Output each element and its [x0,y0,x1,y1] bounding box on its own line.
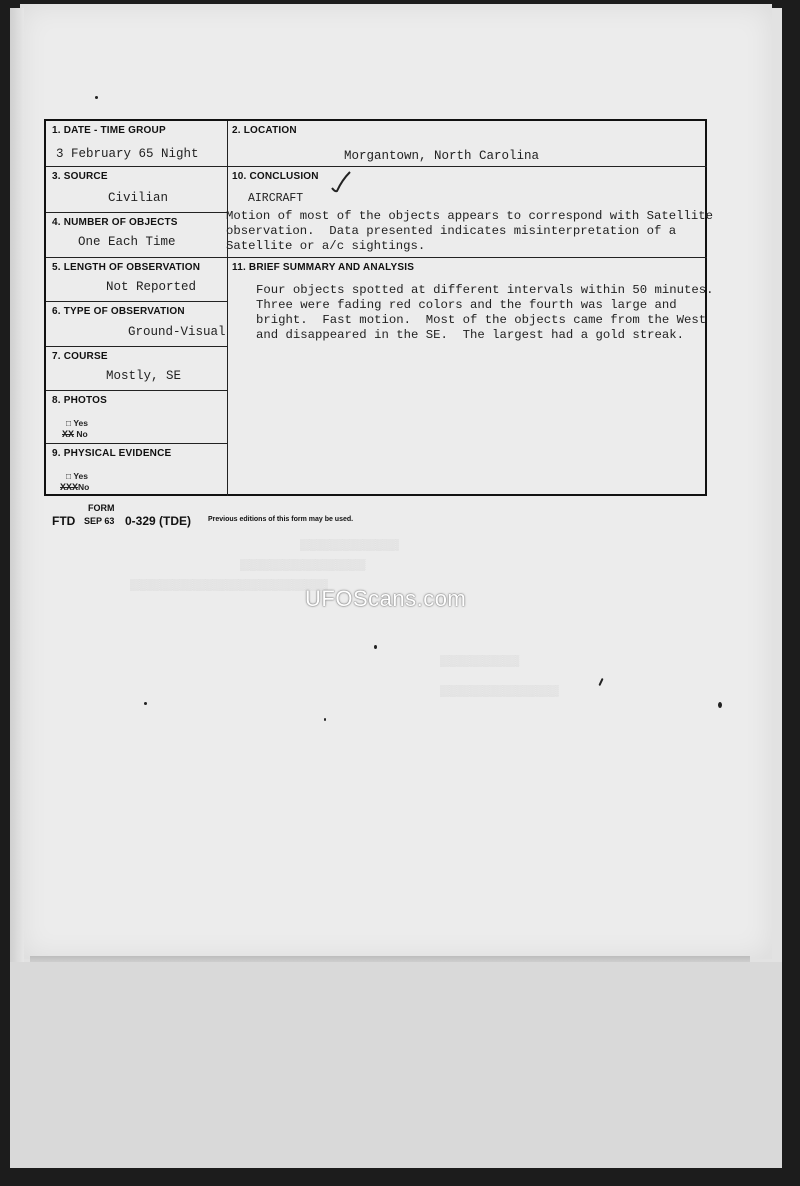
lower-scan-strip [10,962,782,1168]
conclusion-text-line: Motion of most of the objects appears to correspond with Satellite [226,209,714,223]
date-time-group-label: 1. DATE - TIME GROUP [52,125,166,136]
course-label: 7. COURSE [52,351,108,362]
paper-left-edge [10,8,24,963]
bleed-through-text: ▒▒▒▒▒▒▒▒▒▒▒▒▒▒▒▒▒▒▒▒▒▒▒▒▒▒▒▒▒▒ [130,580,329,592]
summary-label: 11. BRIEF SUMMARY AND ANALYSIS [232,262,415,273]
photos-no-label: No [76,429,88,439]
conclusion-text-line: observation. Data presented indicates misinterpretation of a [226,224,677,238]
photos-label: 8. PHOTOS [52,395,107,406]
source-label: 3. SOURCE [52,171,108,182]
footer-ftd: FTD [52,514,76,528]
type-of-observation-label: 6. TYPE OF OBSERVATION [52,306,185,317]
bleed-through-text: ▒▒▒▒▒▒▒▒▒▒▒▒ [440,656,520,668]
photos-cell [46,391,228,444]
physical-evidence-cell [46,444,228,496]
checkbox-icon: □ [66,471,74,481]
type-of-observation-cell [46,302,228,347]
physical-evidence-no-mark: XXX [60,483,79,494]
physical-evidence-label: 9. PHYSICAL EVIDENCE [52,448,172,459]
summary-text-line: Four objects spotted at different intervals within 50 minutes. [256,283,714,297]
bleed-through-text: ▒▒▒▒▒▒▒▒▒▒▒▒▒▒▒▒▒▒▒ [240,560,366,572]
bleed-through-text: ▒▒▒▒▒▒▒▒▒▒▒▒▒▒▒ [300,540,400,552]
photos-no-option [62,429,88,441]
speck [718,702,722,708]
number-of-objects-label: 4. NUMBER OF OBJECTS [52,217,178,228]
length-of-observation-label: 5. LENGTH OF OBSERVATION [52,262,201,273]
conclusion-value: AIRCRAFT [248,192,304,205]
physical-evidence-no-option [60,482,89,494]
speck [324,718,326,721]
photos-yes-label: Yes [73,418,88,428]
number-of-objects-value: One Each Time [78,235,176,249]
conclusion-label: 10. CONCLUSION [232,171,319,182]
ufo-report-form [44,119,714,496]
type-of-observation-value: Ground-Visual [128,325,226,339]
conclusion-cell [226,167,714,258]
summary-cell [228,258,714,496]
summary-text-line: Three were fading red colors and the fourth was large and [256,298,677,312]
summary-text-line: and disappeared in the SE. The largest had a gold streak. [256,328,685,342]
length-of-observation-value: Not Reported [106,280,197,294]
footer-form-word: FORM [88,503,115,513]
physical-evidence-yes-option [66,471,88,481]
date-time-group-value: 3 February 65 Night [56,147,199,161]
speck [95,96,98,99]
check-mark-icon [330,170,352,201]
source-cell [46,167,228,213]
course-cell [46,347,228,391]
date-time-group-cell [46,121,228,167]
location-value: Morgantown, North Carolina [344,149,540,163]
footer-sep: SEP 63 [84,516,115,526]
source-value: Civilian [108,191,169,205]
photos-yes-option [66,418,88,428]
summary-text-line: bright. Fast motion. Most of the objects came from the West [256,313,707,327]
bleed-through-text: ▒▒▒▒▒▒▒▒▒▒▒▒▒▒▒▒▒▒ [440,686,559,698]
photos-no-mark: XX [62,430,75,441]
length-of-observation-cell [46,258,228,302]
speck [144,702,147,705]
footer-notice: Previous editions of this form may be used. [208,516,354,523]
number-of-objects-cell [46,213,228,258]
checkbox-icon: □ [66,418,74,428]
footer-form-number: 0-329 (TDE) [125,514,192,528]
watermark: UFOScans.com [305,586,467,611]
speck [374,645,377,649]
physical-evidence-no-label: No [78,482,90,492]
physical-evidence-yes-label: Yes [73,471,88,481]
location-label: 2. LOCATION [232,125,297,136]
location-cell [228,121,707,167]
course-value: Mostly, SE [106,369,182,383]
conclusion-text-line: Satellite or a/c sightings. [226,239,426,253]
